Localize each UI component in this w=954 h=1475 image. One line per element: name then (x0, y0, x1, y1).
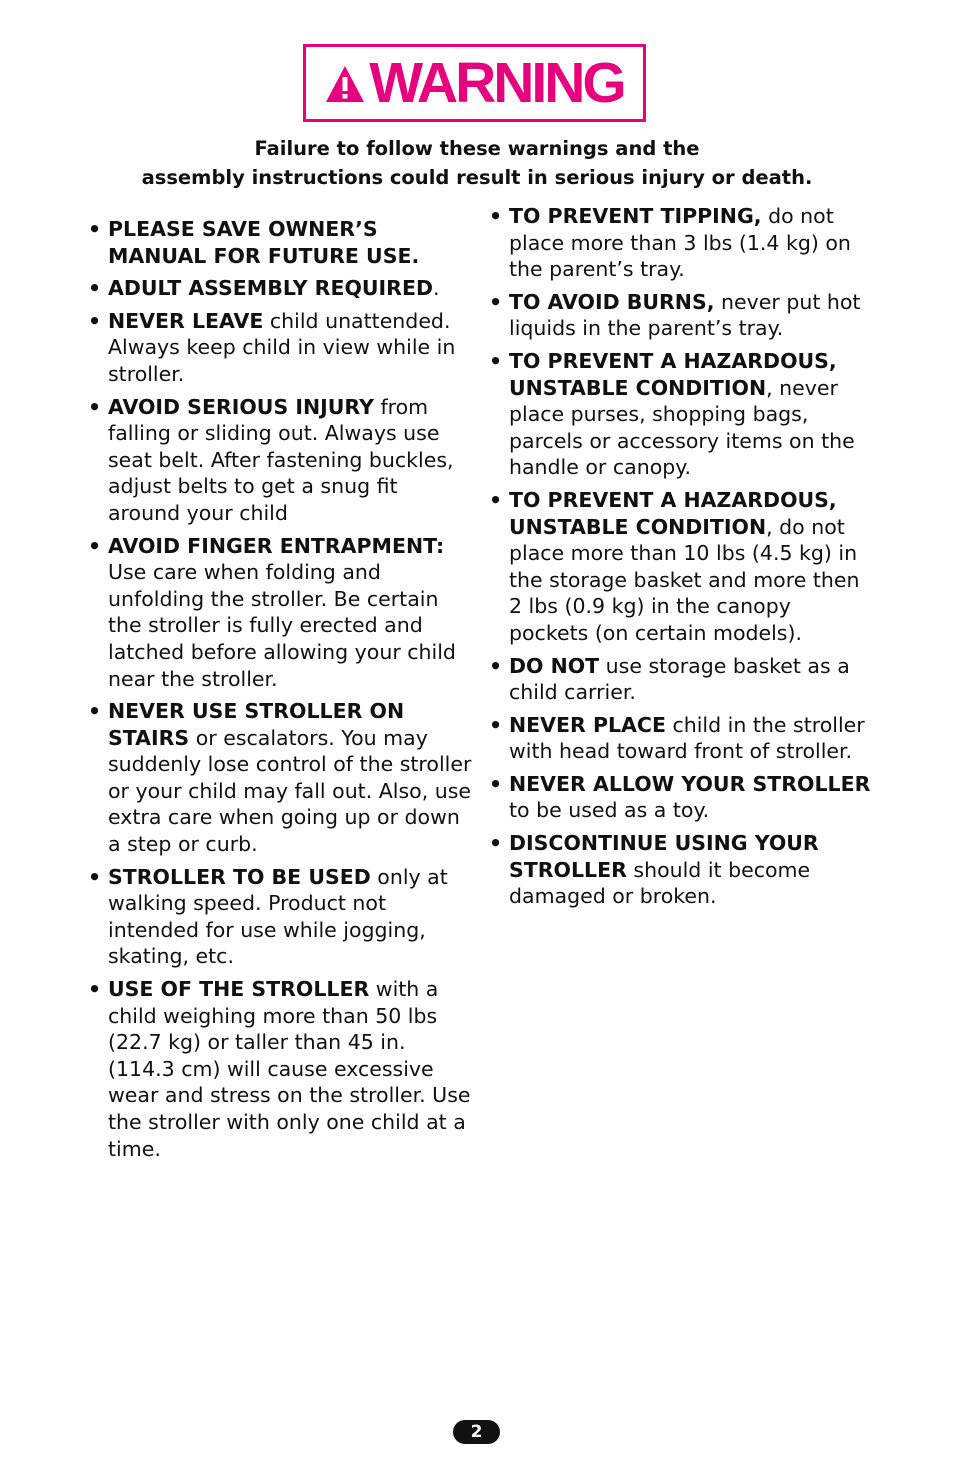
warning-item (88, 533, 472, 693)
bullet-point: • (88, 533, 102, 558)
warning-item-lead: TO PREVENT A HAZARDOUS, UNSTABLE CONDITION (509, 348, 837, 400)
subtitle-line-2: assembly instructions could result in serious injury or death. (141, 166, 813, 189)
warning-item-text: from falling or sliding out. Always use seat belt. After fastening buckles, adjust belts to get a snug fit around your child (108, 394, 454, 525)
warning-item-text: with a child weighing more than 50 lbs (22.7 kg) or taller than 45 in. (114.3 cm) will cause excessive wear and stress on the stroller. Use the stroller with only one child at a time. (108, 977, 471, 1161)
warning-item (489, 348, 874, 481)
warning-item (88, 275, 472, 302)
bullet-point: • (88, 276, 102, 301)
warning-item-text: do not place more than 3 lbs (1.4 kg) on the parent’s tray. (509, 204, 851, 282)
bullet-point: • (489, 204, 503, 228)
warning-item (88, 308, 472, 388)
warning-item-lead: TO AVOID BURNS, (509, 289, 715, 314)
warning-item-lead: STROLLER TO BE USED (108, 864, 371, 889)
warning-triangle-icon (325, 64, 365, 104)
warning-item-text: only at walking speed. Product not intended for use while jogging, skating, etc. (108, 864, 448, 969)
warning-item (88, 394, 472, 527)
warning-item-lead: DO NOT (509, 653, 600, 678)
bullet-point: • (88, 977, 102, 1002)
warning-item-text: Use care when folding and unfolding the stroller. Be certain the stroller is fully erected and latched before allowing your child near the stroller. (108, 560, 456, 691)
warning-item (88, 216, 472, 269)
warning-item-lead: TO PREVENT A HAZARDOUS, UNSTABLE CONDITION (509, 487, 837, 539)
warning-item (88, 698, 472, 858)
warning-item-lead: USE OF THE STROLLER (108, 977, 370, 1002)
bullet-point: • (489, 487, 503, 512)
bullet-point: • (489, 771, 503, 796)
warning-item-lead: AVOID FINGER ENTRAPMENT: (108, 533, 445, 558)
right-warning-column (489, 203, 874, 916)
bullet-point: • (489, 348, 503, 373)
warning-item (489, 203, 874, 283)
warning-item-lead: ADULT ASSEMBLY REQUIRED (108, 276, 433, 301)
warning-item-lead: NEVER LEAVE (108, 308, 264, 333)
warning-item (489, 830, 874, 910)
warning-item-text: , never place purses, shopping bags, parcels or accessory items on the handle or canopy. (509, 375, 855, 480)
warning-item-lead: NEVER ALLOW YOUR STROLLER (509, 771, 871, 796)
warning-item (88, 976, 472, 1162)
bullet-point: • (489, 831, 503, 856)
warning-item-lead: AVOID SERIOUS INJURY (108, 394, 374, 419)
warning-title: WARNING (369, 50, 624, 115)
bullet-point: • (88, 217, 102, 241)
bullet-point: • (88, 699, 102, 724)
subtitle-line-1: Failure to follow these warnings and the (254, 137, 700, 160)
page-number: 2 (453, 1420, 500, 1444)
warning-item-text: should it become damaged or broken. (509, 857, 811, 909)
warning-item (489, 289, 874, 342)
warning-item-text: , do not place more than 10 lbs (4.5 kg) in the storage basket and more then 2 lbs (0.9 kg) in the canopy pockets (on certain models). (509, 514, 860, 645)
warning-item-text: to be used as a toy. (509, 798, 710, 823)
bullet-point: • (489, 289, 503, 314)
warning-item (489, 653, 874, 706)
warning-item-lead: NEVER PLACE (509, 712, 666, 737)
left-warning-column (88, 216, 472, 1168)
warning-item-lead: PLEASE SAVE OWNER’S MANUAL FOR FUTURE USE. (108, 217, 420, 268)
warning-item-text: child in the stroller with head toward front of stroller. (509, 712, 865, 764)
warning-item-text: use storage basket as a child carrier. (509, 653, 850, 705)
bullet-point: • (88, 394, 102, 419)
warning-item (88, 864, 472, 970)
bullet-point: • (489, 653, 503, 678)
warning-banner (303, 44, 646, 122)
bullet-point: • (88, 864, 102, 889)
warning-item (489, 487, 874, 647)
warning-item-lead: TO PREVENT TIPPING, (509, 204, 762, 228)
bullet-point: • (88, 308, 102, 333)
warning-item-text: never put hot liquids in the parent’s tray. (509, 289, 861, 341)
warning-subtitle (0, 134, 954, 192)
warning-item-lead: NEVER USE STROLLER ON STAIRS (108, 699, 405, 750)
warning-banner-content (325, 50, 624, 115)
bullet-point: • (489, 712, 503, 737)
warning-item-text: or escalators. You may suddenly lose control of the stroller or your child may fall out. Also, use extra care when going up or down a step or curb. (108, 725, 472, 857)
warning-item (489, 771, 874, 824)
warning-item-text: child unattended. Always keep child in view while in stroller. (108, 308, 456, 386)
warning-item-text: . (432, 276, 440, 301)
warning-item (489, 712, 874, 765)
warning-item-lead: DISCONTINUE USING YOUR STROLLER (509, 831, 819, 882)
